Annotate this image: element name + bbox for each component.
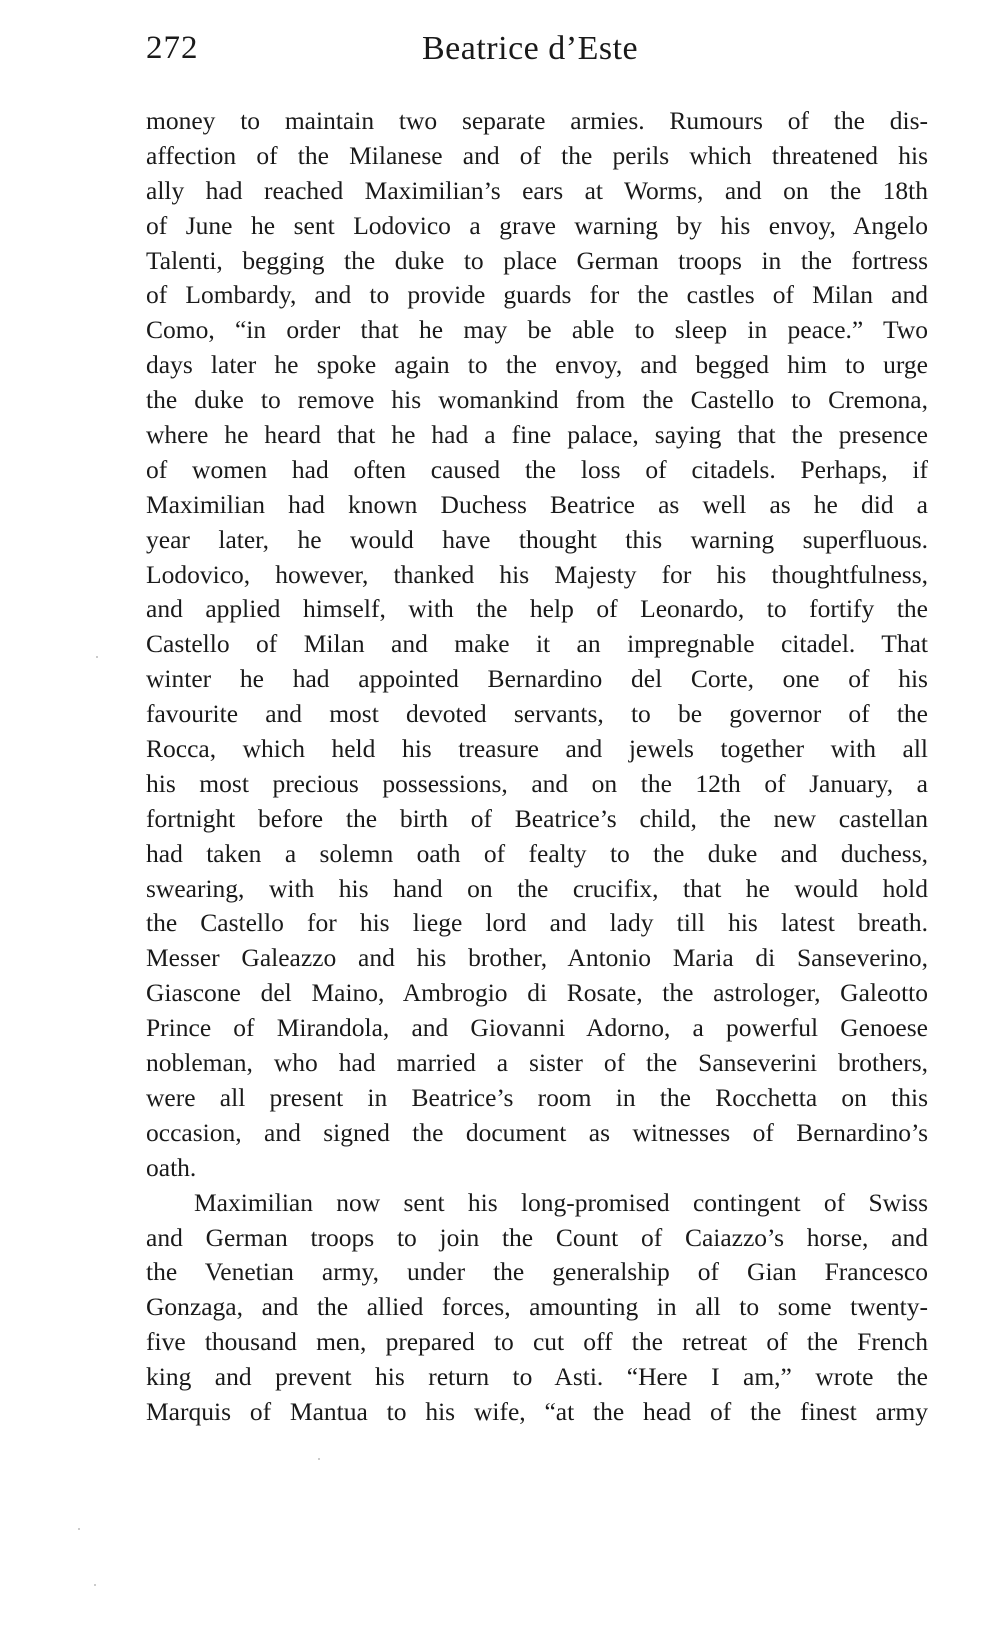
- text-line: Prince of Mirandola, and Giovanni Adorno, a powerful Genoese: [146, 1013, 928, 1043]
- text-line: winter he had appointed Bernardino del Corte, one of his: [146, 664, 928, 694]
- page-number: 272: [146, 30, 199, 66]
- text-line: Talenti, begging the duke to place German troops in the fortress: [146, 245, 928, 275]
- text-line: the Venetian army, under the generalship of Gian Francesco: [146, 1257, 928, 1287]
- text-line: Lodovico, however, thanked his Majesty for his thoughtfulness,: [146, 559, 928, 589]
- page-header: [146, 30, 928, 80]
- text-line: Maximilian now sent his long-promised contingent of Swiss: [194, 1187, 928, 1217]
- scan-speck: [318, 1458, 320, 1460]
- body-text: [146, 104, 928, 1430]
- text-line: where he heard that he had a fine palace, saying that the presence: [146, 420, 928, 450]
- text-line: ally had reached Maximilian’s ears at Worms, and on the 18th: [146, 175, 928, 205]
- scan-speck: [96, 656, 98, 658]
- text-line: the duke to remove his womankind from the Castello to Cremona,: [146, 385, 928, 415]
- text-line: five thousand men, prepared to cut off the retreat of the French: [146, 1327, 928, 1357]
- text-line: and applied himself, with the help of Leonardo, to fortify the: [146, 594, 928, 624]
- paragraph-1: [146, 104, 928, 1186]
- text-line: occasion, and signed the document as witnesses of Bernardino’s: [146, 1117, 928, 1147]
- text-line: of women had often caused the loss of citadels. Perhaps, if: [146, 454, 928, 484]
- text-line: favourite and most devoted servants, to be governor of the: [146, 699, 928, 729]
- text-line: Maximilian had known Duchess Beatrice as well as he did a: [146, 489, 928, 519]
- running-title: Beatrice d’Este: [422, 30, 639, 67]
- text-line: nobleman, who had married a sister of the Sanseverini brothers,: [146, 1048, 928, 1078]
- text-line: Castello of Milan and make it an impregnable citadel. That: [146, 629, 928, 659]
- text-line: had taken a solemn oath of fealty to the duke and duchess,: [146, 838, 928, 868]
- text-line: oath.: [146, 1152, 197, 1182]
- text-line: his most precious possessions, and on the 12th of January, a: [146, 768, 928, 798]
- text-line: swearing, with his hand on the crucifix, that he would hold: [146, 873, 928, 903]
- text-line: fortnight before the birth of Beatrice’s child, the new castellan: [146, 803, 928, 833]
- text-line: Giascone del Maino, Ambrogio di Rosate, the astrologer, Galeotto: [146, 978, 928, 1008]
- paragraph-2: [146, 1186, 928, 1430]
- text-line: money to maintain two separate armies. Rumours of the dis-: [146, 106, 928, 135]
- text-line: Marquis of Mantua to his wife, “at the head of the finest army: [146, 1396, 928, 1426]
- text-line: of June he sent Lodovico a grave warning by his envoy, Angelo: [146, 210, 928, 240]
- text-line: Rocca, which held his treasure and jewels together with all: [146, 734, 928, 764]
- text-line: king and prevent his return to Asti. “Here I am,” wrote the: [146, 1362, 928, 1392]
- scan-speck: [78, 1528, 80, 1530]
- text-line: the Castello for his liege lord and lady till his latest breath.: [146, 908, 928, 938]
- scan-speck: [94, 1584, 96, 1586]
- text-line: Messer Galeazzo and his brother, Antonio Maria di Sanseverino,: [146, 943, 928, 973]
- text-line: Gonzaga, and the allied forces, amounting in all to some twenty-: [146, 1292, 928, 1322]
- text-line: year later, he would have thought this warning superfluous.: [146, 524, 928, 554]
- text-line: affection of the Milanese and of the perils which threatened his: [146, 140, 928, 170]
- text-line: and German troops to join the Count of Caiazzo’s horse, and: [146, 1222, 928, 1252]
- text-line: days later he spoke again to the envoy, and begged him to urge: [146, 350, 928, 380]
- text-line: of Lombardy, and to provide guards for the castles of Milan and: [146, 280, 928, 310]
- text-line: were all present in Beatrice’s room in the Rocchetta on this: [146, 1082, 928, 1112]
- text-line: Como, “in order that he may be able to sleep in peace.” Two: [146, 315, 928, 345]
